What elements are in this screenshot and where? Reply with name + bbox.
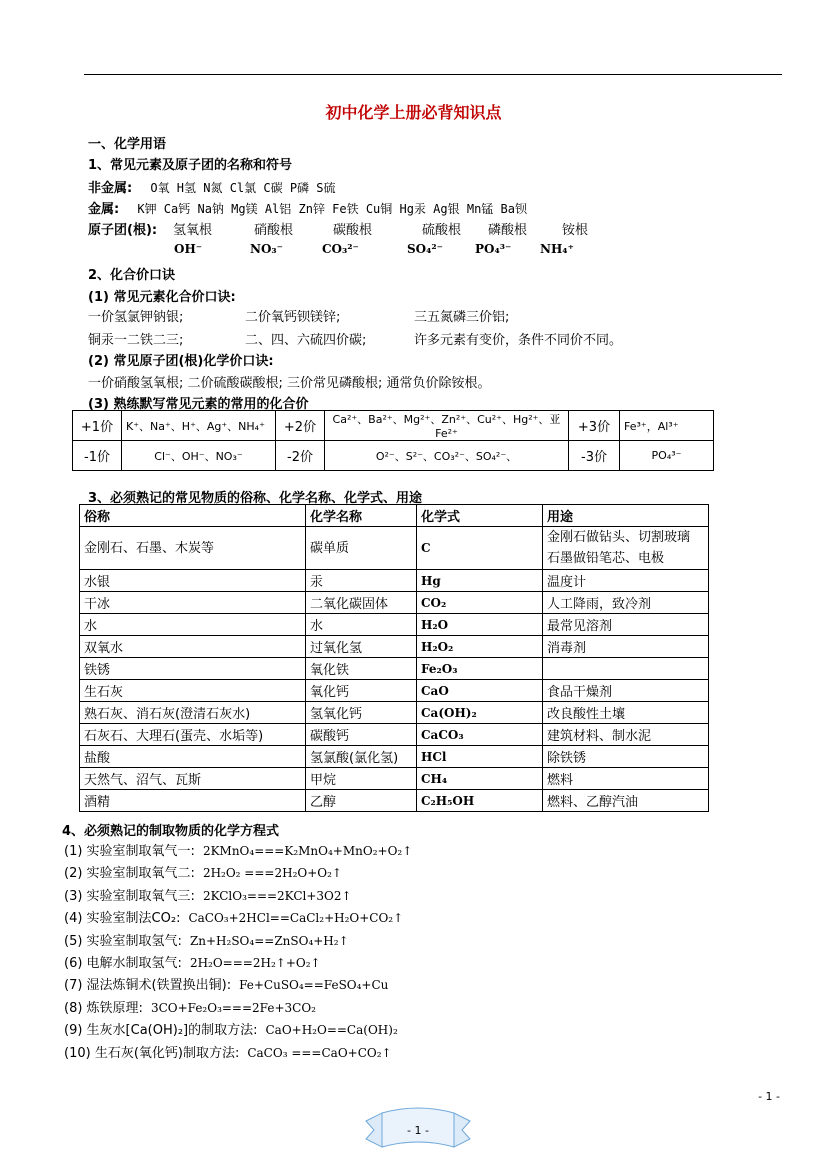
valence-cell: Ca²⁺、Ba²⁺、Mg²⁺、Zn²⁺、Cu²⁺、Hg²⁺、亚Fe²⁺ [325, 411, 569, 441]
equation-item [64, 997, 316, 1016]
equation-item [64, 840, 412, 859]
equation-item [64, 930, 349, 949]
page-number-center: - 1 - [407, 1124, 429, 1137]
table-cell: CaCO₃ [417, 724, 543, 746]
table-row [80, 702, 709, 724]
table-row [73, 411, 714, 441]
table-cell: 燃料、乙醇汽油 [543, 790, 709, 812]
section3-heading: 3、必须熟记的常见物质的俗称、化学名称、化学式、用途 [88, 491, 423, 506]
table-cell: 温度计 [543, 570, 709, 592]
valence-cell: K⁺、Na⁺、H⁺、Ag⁺、NH₄⁺ [122, 411, 276, 441]
equation-formula: 3CO+Fe₂O₃===2Fe+3CO₂ [150, 1000, 316, 1015]
table-cell: 乙醇 [306, 790, 417, 812]
table-cell: 碳单质 [306, 527, 417, 570]
column-header: 俗称 [80, 505, 306, 527]
equation-label: (9) 生灰水[Ca(OH)₂]的制取方法: [64, 1023, 258, 1039]
table-cell: 燃料 [543, 768, 709, 790]
metal-label: 金属: [88, 202, 120, 217]
column-header: 用途 [543, 505, 709, 527]
nonmetal-list: O氧 H氢 N氮 Cl氯 C碳 P磷 S硫 [150, 181, 336, 195]
equation-formula: CaCO₃ ===CaO+CO₂↑ [247, 1045, 392, 1060]
equation-item [64, 885, 352, 904]
group-formula: CO₃²⁻ [322, 242, 359, 256]
valence-cell: +2价 [276, 411, 325, 441]
header-rule [84, 74, 782, 75]
table-cell: 人工降雨，致冷剂 [543, 592, 709, 614]
table-cell [543, 658, 709, 680]
section4-heading: 4、必须熟记的制取物质的化学方程式 [62, 824, 280, 839]
valence-cell: +3价 [569, 411, 620, 441]
section1-heading: 一、化学用语 [88, 137, 167, 152]
equation-formula: CaCO₃+2HCl==CaCl₂+H₂O+CO₂↑ [188, 911, 404, 926]
equation-label: (3) 实验室制取氧气三: [64, 888, 195, 904]
table-cell: H₂O₂ [417, 636, 543, 658]
table-cell: HCl [417, 746, 543, 768]
table-cell: Hg [417, 570, 543, 592]
table-cell: Fe₂O₃ [417, 658, 543, 680]
table-cell: 水银 [80, 570, 306, 592]
equation-formula: 2H₂O===2H₂↑+O₂↑ [189, 956, 321, 970]
group-formula: NO₃⁻ [250, 242, 284, 256]
equation-formula: CaO+H₂O==Ca(OH)₂ [265, 1023, 398, 1038]
equation-item [64, 907, 403, 926]
valence-cell: Fe³⁺，Al³⁺ [620, 411, 714, 441]
equation-item [64, 1042, 392, 1061]
table-cell: 干冰 [80, 592, 306, 614]
table-cell: 氧化钙 [306, 680, 417, 702]
valence-cell: -2价 [276, 441, 325, 471]
equation-item [64, 974, 388, 993]
rhyme-text: 三五氮磷三价铝; [414, 310, 510, 325]
table-cell: CaO [417, 680, 543, 702]
table-row [80, 724, 709, 746]
table-cell: 二氧化碳固体 [306, 592, 417, 614]
equation-label: (2) 实验室制取氧气二: [64, 866, 195, 882]
table-row [80, 680, 709, 702]
table-cell: 金刚石做钻头、切割玻璃 石墨做铅笔芯、电极 [543, 527, 709, 570]
metal-list: K钾 Ca钙 Na钠 Mg镁 Al铝 Zn锌 Fe铁 Cu铜 Hg汞 Ag银 Mn锰 Ba钡 [137, 202, 527, 216]
table-cell: 熟石灰、消石灰(澄清石灰水) [80, 702, 306, 724]
table-row [80, 592, 709, 614]
section1-sub1: 1、常见元素及原子团的名称和符号 [88, 158, 293, 173]
valence-table [72, 410, 714, 471]
table-cell: 天然气、沼气、瓦斯 [80, 768, 306, 790]
table-cell: 铁锈 [80, 658, 306, 680]
section2-sub1: (1) 常见元素化合价口诀: [88, 290, 236, 305]
table-cell: CH₄ [417, 768, 543, 790]
column-header: 化学名称 [306, 505, 417, 527]
table-cell: 金刚石、石墨、木炭等 [80, 527, 306, 570]
table-row [80, 768, 709, 790]
valence-cell: Cl⁻、OH⁻、NO₃⁻ [122, 441, 276, 471]
table-row [80, 658, 709, 680]
table-cell: 水 [306, 614, 417, 636]
equation-label: (1) 实验室制取氧气一: [64, 844, 195, 859]
table-cell: Ca(OH)₂ [417, 702, 543, 724]
valence-cell: +1价 [73, 411, 122, 441]
equation-label: (7) 湿法炼铜术(铁置换出铜): [64, 978, 232, 994]
table-cell: 食品干燥剂 [543, 680, 709, 702]
table-cell: 建筑材料、制水泥 [543, 724, 709, 746]
rhyme-text: 许多元素有变价，条件不同价不同。 [414, 333, 623, 348]
table-cell: 碳酸钙 [306, 724, 417, 746]
group-formula: NH₄⁺ [540, 242, 574, 256]
group-rhyme: 一价硝酸氢氧根; 二价硫酸碳酸根; 三价常见磷酸根; 通常负价除铵根。 [88, 376, 491, 391]
column-header: 化学式 [417, 505, 543, 527]
table-row [80, 790, 709, 812]
table-cell: 盐酸 [80, 746, 306, 768]
group-name: 硝酸根 [254, 223, 294, 238]
substances-body [80, 527, 709, 812]
table-cell: 消毒剂 [543, 636, 709, 658]
table-cell: C [417, 527, 543, 570]
table-row [80, 527, 709, 570]
table-cell: 双氧水 [80, 636, 306, 658]
equation-formula: 2KMnO₄===K₂MnO₄+MnO₂+O₂↑ [202, 844, 413, 858]
table-cell: 除铁锈 [543, 746, 709, 768]
rhyme-text: 二价氧钙钡镁锌; [245, 310, 341, 325]
group-name: 磷酸根 [488, 223, 528, 238]
group-name: 硫酸根 [422, 223, 462, 238]
section2-sub2: (2) 常见原子团(根)化学价口诀: [88, 354, 274, 369]
group-name: 氢氧根 [173, 223, 213, 238]
group-formula: SO₄²⁻ [407, 242, 443, 256]
valence-cell: -3价 [569, 441, 620, 471]
page-number: - 1 - [758, 1090, 780, 1103]
table-cell: 生石灰 [80, 680, 306, 702]
equation-label: (10) 生石灰(氧化钙)制取方法: [64, 1045, 240, 1061]
equation-formula: Zn+H₂SO₄==ZnSO₄+H₂↑ [189, 933, 349, 948]
nonmetal-label: 非金属: [88, 181, 133, 196]
equation-label: (5) 实验室制取氢气: [64, 933, 182, 949]
group-formula: OH⁻ [174, 242, 203, 256]
table-cell: 氢氯酸(氯化氢) [306, 746, 417, 768]
table-header-row [80, 505, 709, 527]
equation-label: (6) 电解水制取氢气: [64, 956, 182, 971]
table-cell: CO₂ [417, 592, 543, 614]
table-cell: 酒精 [80, 790, 306, 812]
equation-item [64, 1019, 398, 1038]
rhyme-text: 二、四、六硫四价碳; [245, 333, 367, 348]
table-cell: C₂H₅OH [417, 790, 543, 812]
table-cell: 过氧化氢 [306, 636, 417, 658]
substances-table [79, 504, 709, 812]
table-cell: 改良酸性土壤 [543, 702, 709, 724]
table-row [80, 636, 709, 658]
table-row [80, 614, 709, 636]
table-cell: 水 [80, 614, 306, 636]
valence-cell: -1价 [73, 441, 122, 471]
group-name: 碳酸根 [333, 223, 373, 238]
equation-formula: Fe+CuSO₄==FeSO₄+Cu [239, 978, 389, 993]
equation-label: (8) 炼铁原理: [64, 1000, 143, 1016]
equation-formula: 2KClO₃===2KCl+3O2↑ [202, 888, 352, 903]
table-row [80, 746, 709, 768]
table-cell: 氧化铁 [306, 658, 417, 680]
table-cell: H₂O [417, 614, 543, 636]
table-row [80, 570, 709, 592]
rhyme-text: 铜汞一二铁二三; [88, 333, 184, 348]
group-formula: PO₄³⁻ [475, 242, 512, 256]
valence-cell: O²⁻、S²⁻、CO₃²⁻、SO₄²⁻、 [325, 441, 569, 471]
equation-formula: 2H₂O₂ ===2H₂O+O₂↑ [202, 866, 342, 881]
section2-sub3: (3) 熟练默写常见元素的常用的化合价 [88, 397, 309, 412]
table-cell: 最常见溶剂 [543, 614, 709, 636]
group-name: 铵根 [562, 223, 589, 238]
table-cell: 氢氧化钙 [306, 702, 417, 724]
page-title: 初中化学上册必背知识点 [325, 103, 502, 122]
section2-heading: 2、化合价口诀 [88, 268, 176, 283]
table-cell: 汞 [306, 570, 417, 592]
equation-item [64, 862, 342, 881]
equation-item [64, 952, 321, 971]
group-label: 原子团(根): [88, 223, 158, 238]
table-cell: 石灰石、大理石(蛋壳、水垢等) [80, 724, 306, 746]
table-cell: 甲烷 [306, 768, 417, 790]
equation-label: (4) 实验室制法CO₂: [64, 911, 181, 927]
valence-cell: PO₄³⁻ [620, 441, 714, 471]
table-row [73, 441, 714, 471]
rhyme-text: 一价氢氯钾钠银; [88, 310, 184, 325]
